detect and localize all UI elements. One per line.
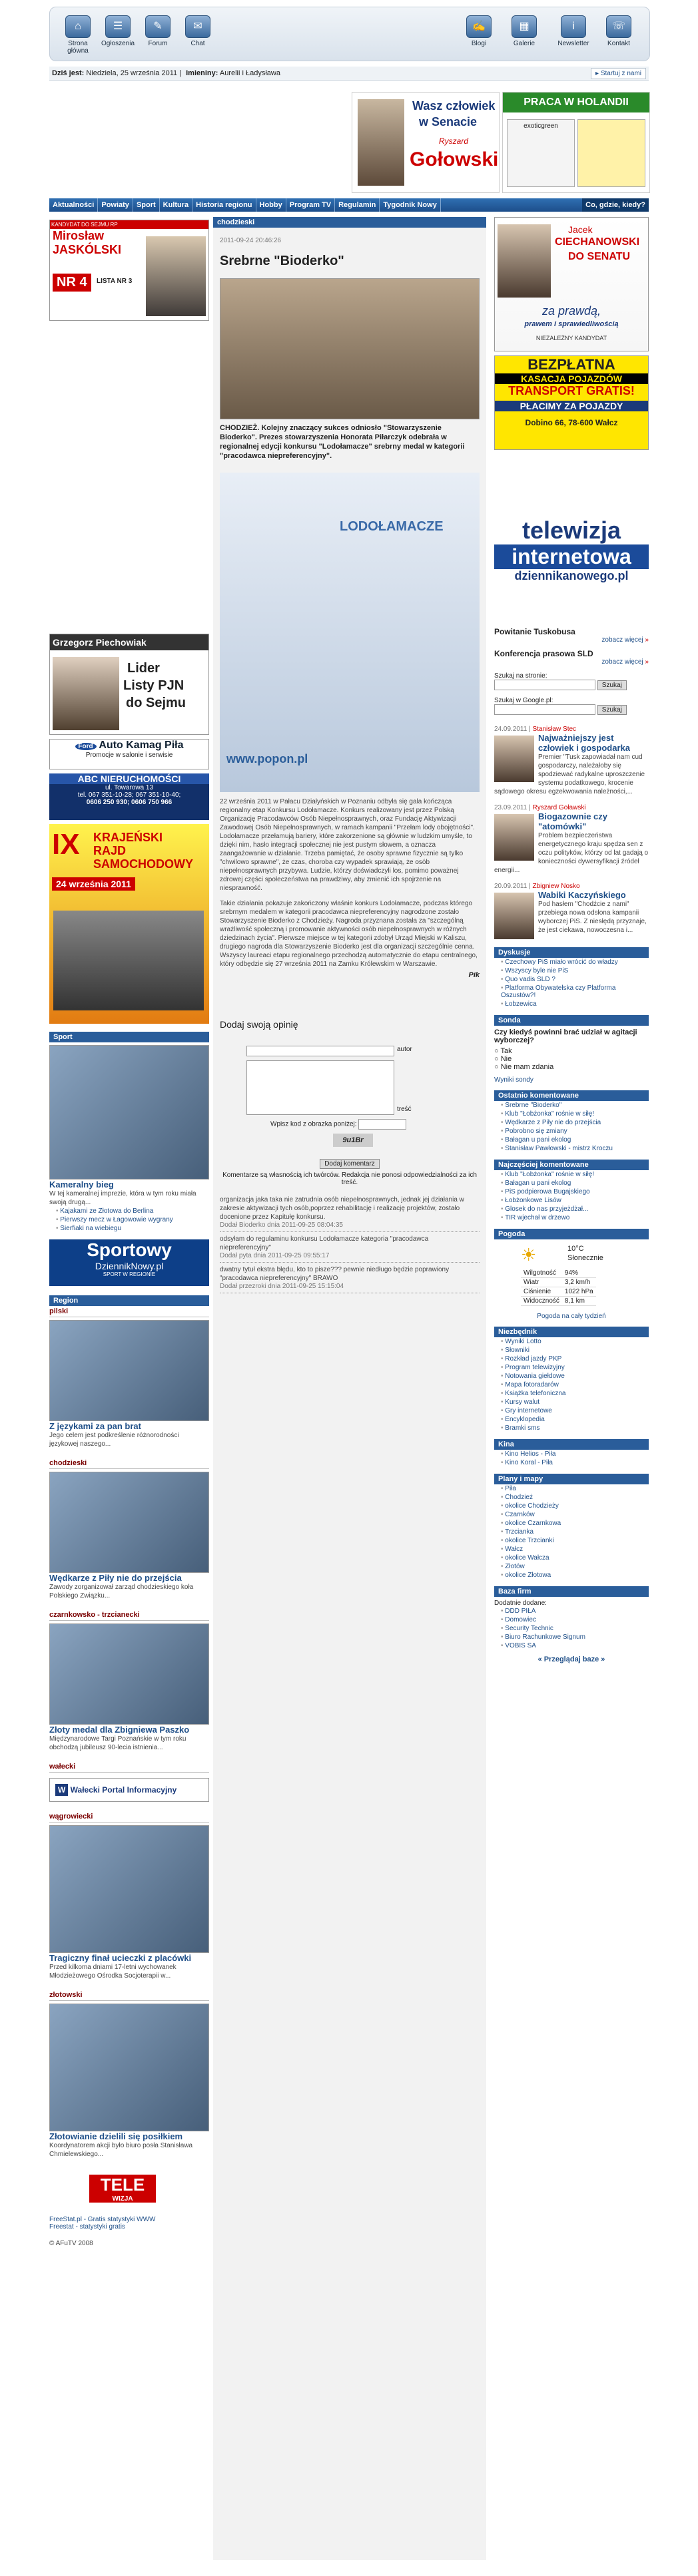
nav-item[interactable]: Powiaty: [98, 198, 133, 212]
sportowy-banner[interactable]: Sportowy DziennikNowy.pl SPORT W REGIONIE: [49, 1239, 209, 1286]
ciechanowski-ad[interactable]: Jacek CIECHANOWSKI DO SENATU za prawdą, prawem i sprawiedliwością NIEZALEŻNY KANDYDAT: [494, 217, 649, 351]
najczesciej-item[interactable]: • Klub "Łobżonka" rośnie w siłę!: [494, 1170, 649, 1179]
plany-item[interactable]: • Chodzież: [494, 1493, 649, 1502]
captcha-image: 9u1Br: [333, 1134, 373, 1147]
niezbednik-item[interactable]: • Gry internetowe: [494, 1406, 649, 1415]
sport-link[interactable]: • Sierfiaki na wiebiegu: [49, 1224, 209, 1233]
chodzieski-photo[interactable]: [49, 1472, 209, 1573]
sport-article-title[interactable]: Kameralny bieg: [49, 1180, 114, 1189]
toolbar-ads-button[interactable]: ☰ Ogłoszenia: [101, 15, 135, 47]
niezbednik-list: [494, 1337, 649, 1432]
ostatnio-item[interactable]: • Stanisław Pawłowski - mistrz Kroczu: [494, 1144, 649, 1153]
baza-header: Baza firm: [494, 1586, 649, 1597]
plany-item[interactable]: • okolice Czarnkowa: [494, 1519, 649, 1528]
sport-section-header: Sport: [49, 1032, 209, 1042]
pilski-photo[interactable]: [49, 1320, 209, 1421]
comment-form: autor treść Wpisz kod z obrazka poniżej: 9u1Br: [246, 1046, 480, 1159]
blog-title[interactable]: Najważniejszy jest człowiek i gospodarka: [538, 733, 630, 753]
czarnkowsko-title[interactable]: Złoty medal dla Zbigniewa Paszko: [49, 1725, 190, 1735]
nav-item[interactable]: Tygodnik Nowy: [380, 198, 440, 212]
niezbednik-item[interactable]: • Mapa fotoradarów: [494, 1381, 649, 1389]
right-spacer: [494, 450, 649, 517]
comment-disclaimer: Komentarze są własnością ich twórców. Redakcja nie ponosi odpowiedzialności za ich treść.: [222, 1172, 477, 1186]
nav-item[interactable]: Program TV: [286, 198, 335, 212]
ostatnio-item[interactable]: • Bałagan u pani ekolog: [494, 1136, 649, 1144]
niezbednik-item[interactable]: • Rozkład jazdy PKP: [494, 1355, 649, 1363]
blog-entry: 23.09.2011 | Ryszard Goławski Biogazownie czy "atomówki" Problem bezpieczeństwa energetycznego kraju spędza sen z oczu polityków, którzy od lat gadają o konieczności dywersyfikacji źródeł energii...: [494, 804, 649, 874]
comment: organizacja jaka taka nie zatrudnia osób niepełnosprawnych, jednak jej działania w zakresie aktywizacji tych osób,poprzez rehabilitację i realizację projektów, zostało docenione przez Kapitułę konkursu. Dodał Bioderko dnia 2011-09-25 08:04:35: [220, 1193, 480, 1232]
blog-title[interactable]: Wabiki Kaczyńskiego: [538, 890, 626, 900]
dyskusje-item[interactable]: • Wszyscy byle nie PiS: [494, 966, 649, 975]
nav-item[interactable]: Hobby: [256, 198, 286, 212]
article-title: Srebrne "Bioderko": [220, 254, 344, 268]
toolbar-contact-button[interactable]: ☏ Kontakt: [601, 15, 636, 47]
what-where-when-link[interactable]: Co, gdzie, kiedy?: [582, 198, 649, 212]
pogoda-header: Pogoda: [494, 1229, 649, 1239]
internet-tv-banner[interactable]: telewizja internetowa dziennikanowego.pl: [494, 517, 649, 623]
ford-logo-icon: Ford: [75, 743, 97, 750]
blog-entry: 24.09.2011 | Stanisław Stec Najważniejszy jest człowiek i gospodarka Premier "Tusk zapowiadał nam cud gospodarczy, należałoby się spodziewać radykalne uproszczenie systemu podatkowego, krocenie sądowego okresu egzekwowania należności,...: [494, 726, 649, 796]
google-search: Szukaj w Google.pl: Szukaj: [494, 697, 649, 715]
comment-form-title: Dodaj swoją opinię: [220, 1019, 298, 1030]
nav-item[interactable]: Regulamin: [335, 198, 380, 212]
article-body-1: 22 września 2011 w Pałacu Działyńskich w Poznaniu odbyła się gala kończąca regionalny etap Konkursu Lodołamacze. Konkurs realizowany jest przez Polską Organizację Pracodawców Osób Niepełnosprawnych, oraz Fundację Aktywizacji Zawodowej Osób Niepełnosprawnych, w ramach kampanii "Przełam lody obojętności". Lodołamacze przełamują bariery, które zakorzenione są głównie w ludzkim umyśle, to dzięki nim, hasło integracji społecznej nie jest pustym słowem, a oznacza zaangażowanie w działanie. Trzeba pamiętać, że osoby sprawne fizycznie są tylko "chwilowo sprawne", że czas, choroba czy wypadek sprawiają, że osób niepełnosprawnych przybywa. Ludzie, którzy doświadczyli los, pomimo poważnej zdrowej części społeczeństwa na prawdziwy, aby zmienić ich spojrzenie na niesprawność.: [220, 798, 475, 892]
article-body-2: Takie działania pokazuje zakończony właśnie konkurs Lodołamacze, podczas którego srebrnym medalem w kategorii pracodawca niepreferencyjny nagrodzone zostało Stowarzyszenie Bioderko z Chodzieży. Nagroda przyznana została za "szczególną wrażliwość społeczną i promowanie aktywności osób niepełnosprawnych w różnych dziedzinach życia". Pierwsze miejsce w tej kategorii zdobył Urząd Miejski w Kaliszu, drugiego nagroda dla Stowarzyszenie Bioderko jest dla organizacji szczególnie cenna. Wszyscy laureaci etapu regionalnego przechodzą automatycznie do etapu centralnego, który odbędzie się 27 września 2011 na Zamku Królewskim w Warszawie.: [220, 900, 478, 968]
sonda-header: Sonda: [494, 1015, 649, 1026]
nav-item[interactable]: Kultura: [160, 198, 193, 212]
content-textarea[interactable]: [246, 1060, 394, 1115]
kasacja-ad[interactable]: BEZPŁATNA KASACJA POJAZDÓW TRANSPORT GRATIS! PŁACIMY ZA POJAZDY Dobino 66, 78-600 Wałcz: [494, 355, 649, 450]
region-label-czarnkowsko[interactable]: czarnkowsko - trzcianecki: [49, 1610, 209, 1621]
dyskusje-header: Dyskusje: [494, 947, 649, 958]
blog-icon: ✍: [466, 15, 492, 38]
region-label-wagrowiecki[interactable]: wągrowiecki: [49, 1811, 209, 1823]
sport-link[interactable]: • Pierwszy mecz w Łagowowie wygrany: [49, 1215, 209, 1224]
ostatnio-item[interactable]: • Srebrne "Bioderko": [494, 1101, 649, 1110]
left-spacer: [49, 321, 209, 634]
sonda-options: ○ Tak ○ Nie ○ Nie mam zdania: [494, 1047, 554, 1071]
radio-button[interactable]: ○: [494, 1047, 499, 1055]
baza-item[interactable]: • Domowiec: [494, 1615, 649, 1624]
rally-car-photo: [53, 911, 204, 1010]
walecki-portal-banner[interactable]: W Wałecki Portal Informacyjny: [49, 1778, 209, 1802]
left-column: KANDYDAT DO SEJMU RP Mirosław JASKÓLSKI NR 4 LISTA NR 3 Grzegorz Piechowiak Lider Listy PJN do Sejmu Ford Auto Kamag Piła Promocje w salonie i serwisie ABC NIERUCHOMOŚCI ul. Towarowa 13 tel. 067 351-10-28; 067 351-10-40; 0606 250 930; 0606 750 966 IX KRAJEŃSKI RAJD SAMOCHODOWY 24 września 2011 Sport Kameralny bieg W tej kameralnej imprezie, która w tym roku miała swoją drugą... • Kajakami ze Złotowa do Berlina • Pierwszy mecz w Łagowowie wygrany • Sierfiaki na wiebiegu Sportowy DziennikNowy.pl SPORT W REGIONIE Region pilski Z językami za pan brat Jego celem jest podkreślenie różnorodności językowej naszego... chodzieski Wędkarze z Piły nie do przejścia Zawody zorganizował zarząd chodzieskiego koła Polskiego Związku... czarnkowsko - trzcianecki Złoty medal dla Zbigniewa Paszko Międzynarodowe Targi Poznańskie w tym roku obchodzą jubileusz 90-lecia istnienia... wałecki W Wałecki Portal Informacyjny wągrowiecki Tragiczny finał ucieczki z placówki Przed kilkoma dniami 17-letni wychowanek Młodzieżowego Ośrodka Socjoterapii w... złotowski Złotowianie dzielili się posiłkiem Koordynatorem akcji było biuro posła Stanisława Chmielewskiego... TELE WIZJA FreeStat.pl - Gratis statystyki WWW Freestat - statystyki gratis © AFuTV 2008: [49, 220, 209, 2247]
plany-item[interactable]: • okolice Wałcza: [494, 1554, 649, 1562]
candidate-photo: [146, 236, 206, 316]
niezbednik-item[interactable]: • Kursy walut: [494, 1398, 649, 1406]
chat-icon: ✉: [185, 15, 210, 38]
wagrowiecki-title[interactable]: Tragiczny finał ucieczki z placówki: [49, 1953, 192, 1963]
najczesciej-item[interactable]: • Łobżonkowe Lisów: [494, 1196, 649, 1205]
najczesciej-header: Najczęściej komentowane: [494, 1160, 649, 1170]
nav-item[interactable]: Historia regionu: [192, 198, 256, 212]
newsletter-icon: i: [561, 15, 586, 38]
radio-button[interactable]: ○: [494, 1063, 499, 1071]
arrow-icon: ▸: [595, 70, 601, 77]
sonda-question: Czy kiedyś powinni brać udział w agitacji wyborczej?: [494, 1028, 637, 1044]
baza-item[interactable]: • DDD PIŁA: [494, 1607, 649, 1615]
baza-item[interactable]: • Biuro Rachunkowe Signum: [494, 1633, 649, 1641]
najczesciej-item[interactable]: • Glosek do nas przyjeżdżał...: [494, 1205, 649, 1213]
ostatnio-item[interactable]: • Klub "Łobżonka" rośnie w siłę!: [494, 1110, 649, 1118]
site-search-input[interactable]: [494, 680, 595, 690]
niezbednik-item[interactable]: • Encyklopedia: [494, 1415, 649, 1424]
freestat-link-2[interactable]: Freestat - statystyki gratis: [49, 2223, 125, 2231]
blog-list: [494, 726, 649, 939]
comments-list: [220, 1193, 480, 1293]
holland-ad-text-box: [577, 119, 645, 187]
freestat-link[interactable]: FreeStat.pl - Gratis statystyki WWW: [49, 2216, 156, 2223]
sport-photo[interactable]: [49, 1045, 209, 1180]
candidate-ad-piechowiak[interactable]: Grzegorz Piechowiak Lider Listy PJN do Sejmu: [49, 634, 209, 735]
baza-item[interactable]: • Security Technic: [494, 1624, 649, 1633]
plany-item[interactable]: • Wałcz: [494, 1545, 649, 1554]
kina-list: [494, 1450, 649, 1467]
add-comment-button[interactable]: Dodaj komentarz: [320, 1159, 380, 1169]
plany-item[interactable]: • Czarnków: [494, 1510, 649, 1519]
region-label-walecki[interactable]: wałecki: [49, 1761, 209, 1773]
author-photo: [494, 814, 534, 861]
site-search: Szukaj na stronie: Szukaj: [494, 672, 649, 690]
article-photo-1: [220, 278, 480, 419]
top-toolbar: [49, 7, 650, 61]
holland-job-ad[interactable]: PRACA W HOLANDII exoticgreen: [502, 92, 650, 193]
sonda-results-link[interactable]: Wyniki sondy: [494, 1076, 533, 1084]
dyskusje-item[interactable]: • Łobzewica: [494, 1000, 649, 1008]
plany-header: Plany i mapy: [494, 1474, 649, 1484]
najczesciej-item[interactable]: • PiS podpierowa Bugajskiego: [494, 1187, 649, 1196]
najczesciej-item[interactable]: • TIR wjechał w drzewo: [494, 1213, 649, 1222]
rally-ad[interactable]: IX KRAJEŃSKI RAJD SAMOCHODOWY 24 września 2011: [49, 824, 209, 1024]
kina-item[interactable]: • Kino Koral - Piła: [494, 1458, 649, 1467]
captcha-input[interactable]: [358, 1119, 406, 1130]
najczesciej-item[interactable]: • Bałagan u pani ekolog: [494, 1179, 649, 1187]
kina-item[interactable]: • Kino Helios - Piła: [494, 1450, 649, 1458]
video-title-2[interactable]: Konferencja prasowa SLD: [494, 649, 593, 658]
toolbar-forum-button[interactable]: ✎ Forum: [141, 15, 175, 47]
niezbednik-header: Niezbędnik: [494, 1327, 649, 1337]
niezbednik-item[interactable]: • Notowania giełdowe: [494, 1372, 649, 1381]
region-label-chodzieski[interactable]: chodzieski: [49, 1458, 209, 1469]
candidate-photo: [358, 99, 404, 186]
more-link-1[interactable]: zobacz więcej »: [601, 636, 649, 644]
abc-nieruchomosci-ad[interactable]: ABC NIERUCHOMOŚCI ul. Towarowa 13 tel. 067 351-10-28; 067 351-10-40; 0606 250 930; 0606 750 966: [49, 773, 209, 820]
nav-item[interactable]: Sport: [133, 198, 160, 212]
comment: odsyłam do regulaminu konkursu Lodołamacze kategoria "pracodawca niepreferencyjny" Dodał pyta dnia 2011-09-25 09:55:17: [220, 1232, 480, 1263]
article-column: [213, 217, 486, 2560]
region-label-zlotowski[interactable]: złotowski: [49, 1990, 209, 2001]
sport-links: [49, 1207, 209, 1233]
niezbednik-item[interactable]: • Słowniki: [494, 1346, 649, 1355]
article-lead: CHODZIEŻ. Kolejny znaczący sukces odniosło "Stowarzyszenie Bioderko". Prezes stowarzyszenia Honorata Piłarczyk odebrała w regionalnej edycji konkursu "Lodołamacze" srebrny medal w kategorii "pracodawca niepreferencyjny".: [220, 424, 465, 460]
radio-button[interactable]: ○: [494, 1055, 499, 1063]
wp-logo-icon: W: [55, 1784, 68, 1796]
blog-title[interactable]: Biogazownie czy "atomówki": [538, 811, 608, 831]
date-bar: Dziś jest: Niedziela, 25 września 2011 | Imieniny: Aurelii i Ładysława ▸ Startuj z nami: [49, 67, 649, 81]
dyskusje-list: [494, 958, 649, 1008]
home-icon: ⌂: [65, 15, 91, 38]
author-photo: [494, 736, 534, 782]
weather-table: Wilgotność 94% Wiatr 3,2 km/h Ciśnienie 1022 hPa Widoczność 8,1 km: [521, 1269, 596, 1306]
author-photo: [494, 893, 534, 939]
main-nav: [49, 198, 649, 212]
plany-list: [494, 1484, 649, 1580]
right-column: Jacek CIECHANOWSKI DO SENATU za prawdą, prawem i sprawiedliwością NIEZALEŻNY KANDYDAT BEZPŁATNA KASACJA POJAZDÓW TRANSPORT GRATIS! PŁACIMY ZA POJAZDY Dobino 66, 78-600 Wałcz telewizja internetowa dziennikanowego.pl Powitanie Tuskobusa zobacz więcej » Konferencja prasowa SLD zobacz więcej » Szukaj na stronie: Szukaj Szukaj w Google.pl: Szukaj 24.09.2011 | Stanisław Stec Najważniejszy jest człowiek i gospodarka Premier "Tusk zapowiadał nam cud gospodarczy, należałoby się spodziewać radykalne uproszczenie systemu podatkowego, krocenie sądowego okresu egzekwowania należności,... 23.09.2011 | Ryszard Goławski Biogazownie czy "atomówki" Problem bezpieczeństwa energetycznego kraju spędza sen z oczu polityków, którzy od lat gadają o konieczności dywersyfikacji źródeł energii... 20.09.2011 | Zbigniew Nosko Wabiki Kaczyńskiego Pod hasłem "Chodźcie z nami" przebiega nowa odsłona kampanii wyborczej PiS. Z niesłędą przyznaje, że jest ciekawa, nowoczesna i... Dyskusje • Czechowy PiS miało wrócić do władzy • Wszyscy byle nie PiS • Quo vadis SLD ? • Platforma Obywatelska czy Platforma Oszustów?! • Łobzewica Sonda Czy kiedyś powinni brać udział w agitacji wyborczej? ○ Tak ○ Nie ○ Nie mam zdania Wyniki sondy Ostatnio komentowane • Srebrne "Bioderko" • Klub "Łobżonka" rośnie w siłę! • Wędkarze z Piły nie do przejścia • Pobrobno się zmiany • Bałagan u pani ekolog • Stanisław Pawłowski - mistrz Kroczu Najczęściej komentowane • Klub "Łobżonka" rośnie w siłę! • Bałagan u pani ekolog • PiS podpierowa Bugajskiego • Łobżonkowe Lisów • Glosek do nas przyjeżdżał... • TIR wjechał w drzewo Pogoda ☀ 10°C Słonecznie Wilgotność 94% Wiatr 3,2 km/h Ciśnienie 1022 hPa Widoczność 8,1 km Pogoda na cały tydzień Niezbędnik • Wyniki Lotto • Słowniki • Rozkład jazdy PKP • Program telewizyjny • Notowania giełdowe • Mapa fotoradarów • Książka telefoniczna • Kursy walut • Gry internetowe • Encyklopedia • Bramki sms Kina • Kino Helios - Piła • Kino Koral - Piła Plany i mapy • Piła • Chodzież • okolice Chodzieży • Czarnków • okolice Czarnkowa • Trzcianka • okolice Trzcianki • Wałcz • okolice Wałcza • Złotów • okolice Złotowa Baza firm Dodatnie dodane: • DDD PIŁA • Domowiec • Security Technic • Biuro Rachunkowe Signum • VOBIS SA « Przeglądaj baze »: [494, 217, 649, 1663]
candidate-ad-jaskolski[interactable]: KANDYDAT DO SEJMU RP Mirosław JASKÓLSKI NR 4 LISTA NR 3: [49, 220, 209, 321]
weather-week-link[interactable]: Pogoda na cały tydzień: [537, 1313, 606, 1320]
gallery-icon: ▦: [512, 15, 537, 38]
article-date: 2011-09-24 20:46:26: [220, 237, 282, 244]
senate-ad-banner[interactable]: Wasz człowiek w Senacie Ryszard Gołowski: [352, 92, 500, 193]
niezbednik-item[interactable]: • Bramki sms: [494, 1424, 649, 1432]
ostatnio-header: Ostatnio komentowane: [494, 1090, 649, 1101]
dyskusje-item[interactable]: • Platforma Obywatelska czy Platforma Oszustów?!: [494, 984, 649, 1000]
najczesciej-list: [494, 1170, 649, 1222]
dyskusje-item[interactable]: • Czechowy PiS miało wrócić do władzy: [494, 958, 649, 966]
toolbar-newsletter-button[interactable]: i Newsletter: [556, 15, 591, 47]
article-photo-2: LODOŁAMACZE www.popon.pl: [220, 473, 480, 792]
video-title-1[interactable]: Powitanie Tuskobusa: [494, 627, 575, 636]
zlotowski-photo[interactable]: [49, 2004, 209, 2131]
more-link-2[interactable]: zobacz więcej »: [601, 658, 649, 666]
google-search-input[interactable]: [494, 704, 595, 715]
article-author: Pik: [468, 971, 480, 979]
arrow-icon: »: [645, 636, 649, 644]
arrow-icon: »: [645, 658, 649, 666]
google-search-button[interactable]: Szukaj: [597, 705, 627, 715]
nav-item[interactable]: Aktualności: [49, 198, 98, 212]
wagrowiecki-photo[interactable]: [49, 1825, 209, 1953]
candidate-photo: [498, 224, 551, 298]
region-label-pilski[interactable]: pilski: [49, 1306, 209, 1317]
ads-icon: ☰: [105, 15, 131, 38]
comment: dwatny tytuł ekstra błędu, kto to pisze??? pewnie niedługo będzie poprawiony "pracodawca niepreferencyjny" BRAWO Dodał przezroki dnia 2011-09-25 15:15:04: [220, 1263, 480, 1293]
plany-item[interactable]: • Piła: [494, 1484, 649, 1493]
footer-copyright: © AFuTV 2008: [49, 2240, 93, 2247]
blog-entry: 20.09.2011 | Zbigniew Nosko Wabiki Kaczyńskiego Pod hasłem "Chodźcie z nami" przebiega nowa odsłona kampanii wyborczej PiS. Z niesłędą przyznaje, że jest ciekawa, nowoczesna i...: [494, 883, 649, 939]
kina-header: Kina: [494, 1439, 649, 1450]
plany-item[interactable]: • okolice Chodzieży: [494, 1502, 649, 1510]
telewizja-logo[interactable]: TELE WIZJA: [89, 2175, 156, 2203]
ostatnio-list: [494, 1101, 649, 1153]
candidate-photo: [53, 657, 119, 730]
toolbar-chat-button[interactable]: ✉ Chat: [180, 15, 215, 47]
author-input[interactable]: [246, 1046, 394, 1056]
auto-kamag-ad[interactable]: Ford Auto Kamag Piła Promocje w salonie i serwisie: [49, 739, 209, 769]
contact-icon: ☏: [606, 15, 631, 38]
niezbednik-item[interactable]: • Książka telefoniczna: [494, 1389, 649, 1398]
czarnkowsko-photo[interactable]: [49, 1623, 209, 1725]
forum-icon: ✎: [145, 15, 171, 38]
plany-item[interactable]: • Trzcianka: [494, 1528, 649, 1536]
toolbar-blog-button[interactable]: ✍ Blogi: [462, 15, 496, 47]
plany-item[interactable]: • Złotów: [494, 1562, 649, 1571]
niezbednik-item[interactable]: • Wyniki Lotto: [494, 1337, 649, 1346]
dyskusje-item[interactable]: • Quo vadis SLD ?: [494, 975, 649, 984]
browse-base-link[interactable]: « Przeglądaj baze »: [537, 1655, 605, 1663]
baza-list: [494, 1607, 649, 1650]
baza-item[interactable]: • VOBIS SA: [494, 1641, 649, 1650]
chodzieski-title[interactable]: Wędkarze z Piły nie do przejścia: [49, 1573, 182, 1583]
pilski-title[interactable]: Z językami za pan brat: [49, 1421, 141, 1431]
plany-item[interactable]: • okolice Trzcianki: [494, 1536, 649, 1545]
ostatnio-item[interactable]: • Wędkarze z Piły nie do przejścia: [494, 1118, 649, 1127]
ostatnio-item[interactable]: • Pobrobno się zmiany: [494, 1127, 649, 1136]
niezbednik-item[interactable]: • Program telewizyjny: [494, 1363, 649, 1372]
zlotowski-title[interactable]: Złotowianie dzielili się posiłkiem: [49, 2131, 183, 2141]
sun-icon: ☀: [521, 1245, 537, 1265]
start-with-us-link[interactable]: ▸ Startuj z nami: [591, 68, 646, 79]
plany-item[interactable]: • okolice Złotowa: [494, 1571, 649, 1580]
sport-link[interactable]: • Kajakami ze Złotowa do Berlina: [49, 1207, 209, 1215]
site-search-button[interactable]: Szukaj: [597, 680, 627, 690]
toolbar-gallery-button[interactable]: ▦ Galerie: [507, 15, 541, 47]
region-section-header: Region: [49, 1295, 209, 1306]
weather-now: ☀ 10°C Słonecznie: [521, 1245, 603, 1265]
toolbar-home-button[interactable]: ⌂ Strona główna: [61, 15, 95, 55]
article-category[interactable]: chodzieski: [213, 217, 486, 228]
